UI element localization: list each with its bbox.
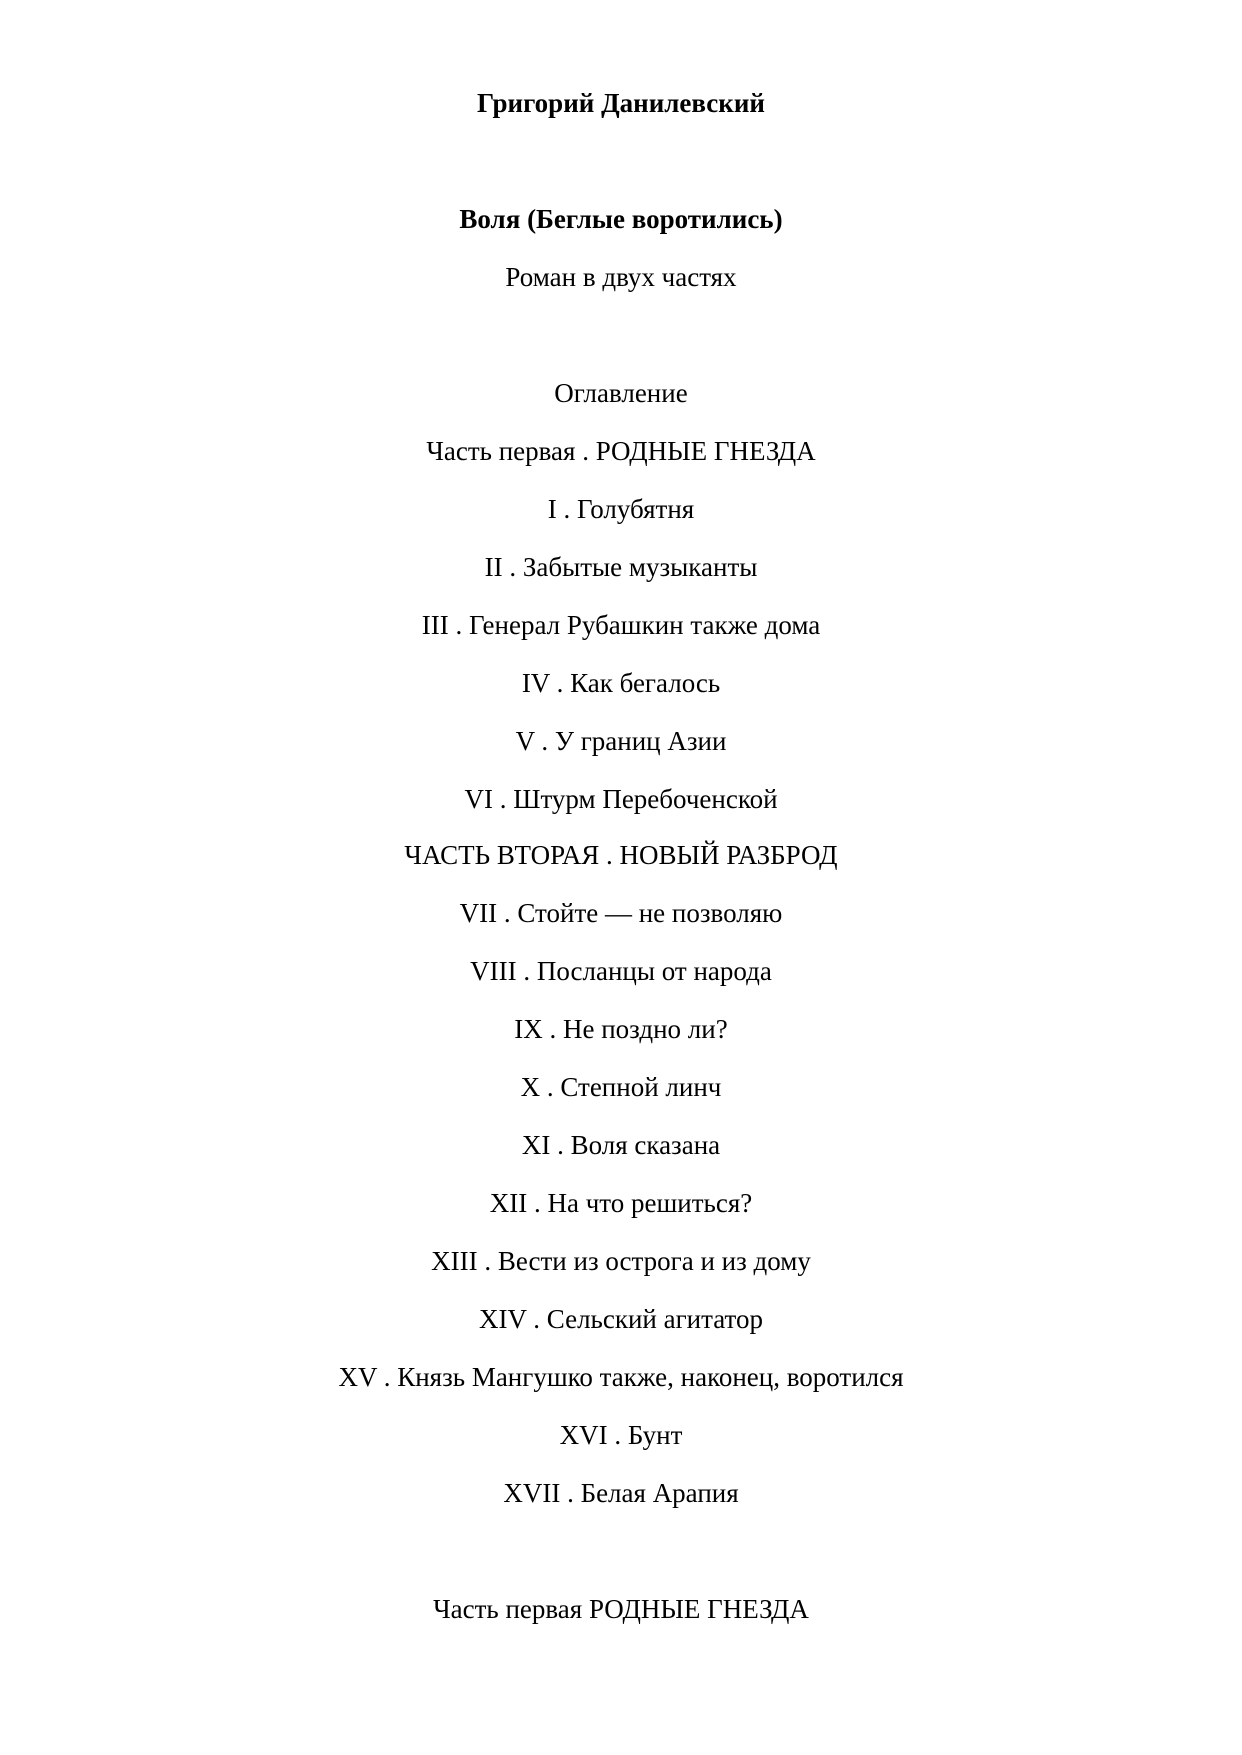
toc-chapter[interactable]: IV . Как бегалось: [521, 668, 721, 698]
toc-part-one[interactable]: Часть первая . РОДНЫЕ ГНЕЗДА: [426, 436, 816, 466]
book-subtitle: Роман в двух частях: [505, 262, 737, 292]
toc-chapter[interactable]: V . У границ Азии: [515, 726, 727, 756]
toc-chapter[interactable]: XVII . Белая Арапия: [503, 1478, 739, 1508]
toc-chapter[interactable]: VI . Штурм Перебоченской: [464, 784, 778, 814]
toc-chapter[interactable]: I . Голубятня: [547, 494, 695, 524]
toc-chapter[interactable]: X . Степной линч: [520, 1072, 722, 1102]
toc-chapter[interactable]: XI . Воля сказана: [521, 1130, 721, 1160]
toc-chapter[interactable]: VII . Стойте — не позволяю: [459, 898, 783, 928]
section-heading: Часть первая РОДНЫЕ ГНЕЗДА: [433, 1594, 809, 1624]
toc-chapter[interactable]: III . Генерал Рубашкин также дома: [421, 610, 821, 640]
toc-chapter[interactable]: XII . На что решиться?: [489, 1188, 753, 1218]
author-name: Григорий Данилевский: [477, 88, 765, 118]
toc-chapter[interactable]: XVI . Бунт: [559, 1420, 683, 1450]
toc-chapter[interactable]: XIII . Вести из острога и из дому: [431, 1246, 811, 1276]
toc-chapter[interactable]: XV . Князь Мангушко также, наконец, воротился: [338, 1362, 904, 1392]
toc-part-two[interactable]: ЧАСТЬ ВТОРАЯ . НОВЫЙ РАЗБРОД: [404, 840, 838, 870]
book-title: Воля (Беглые воротились): [459, 204, 783, 234]
toc-chapter[interactable]: VIII . Посланцы от народа: [470, 956, 772, 986]
toc-heading: Оглавление: [554, 378, 688, 408]
toc-chapter[interactable]: XIV . Сельский агитатор: [479, 1304, 763, 1334]
toc-chapter[interactable]: II . Забытые музыканты: [484, 552, 758, 582]
toc-chapter[interactable]: IX . Не поздно ли?: [514, 1014, 728, 1044]
